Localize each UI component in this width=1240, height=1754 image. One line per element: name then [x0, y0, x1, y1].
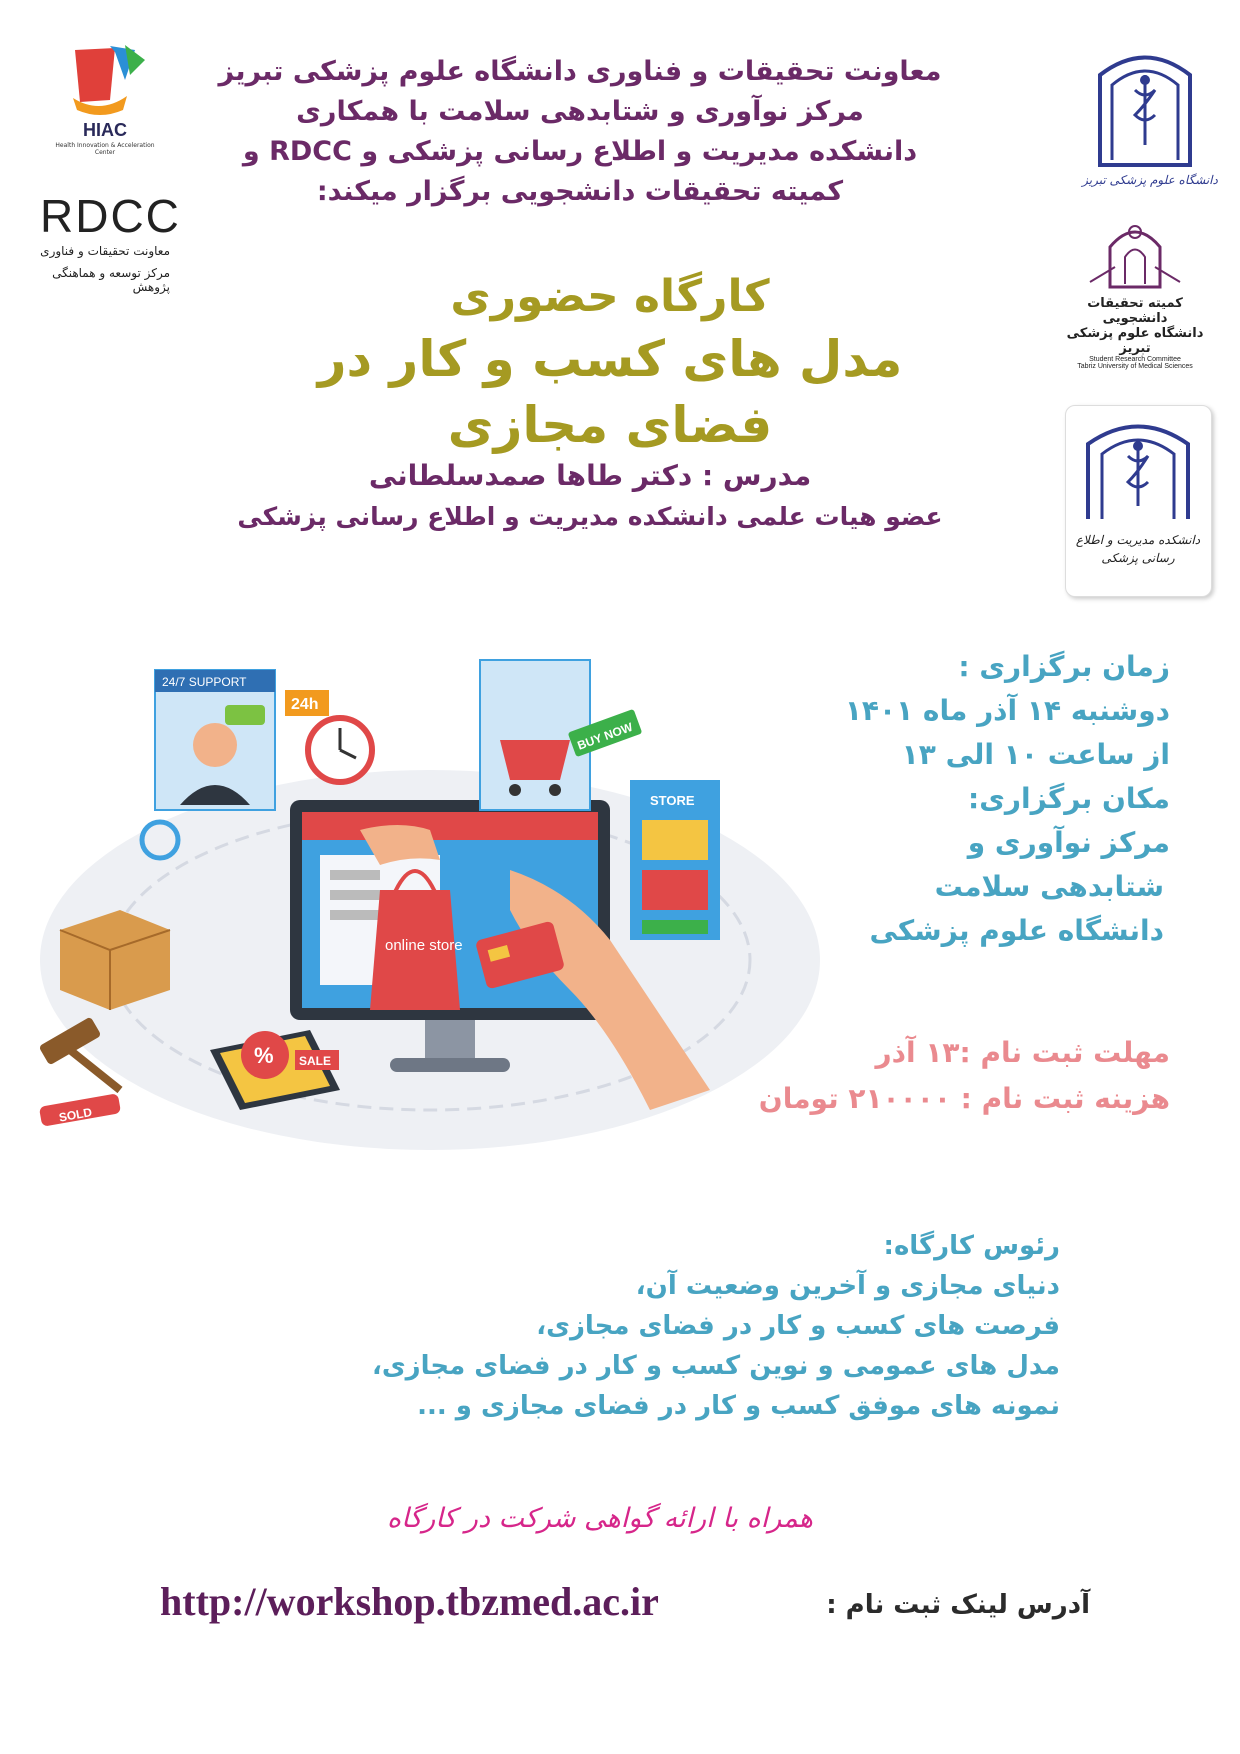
sold-label: SOLD [57, 1105, 94, 1125]
event-date: دوشنبه ۱۴ آذر ماه ۱۴۰۱ [844, 694, 1170, 727]
tbzmed-caption: دانشگاه علوم پزشکی تبریز [1082, 173, 1218, 187]
topic-item: فرصت های کسب و کار در فضای مجازی، [536, 1311, 1060, 1341]
organizer-header [160, 52, 1000, 212]
instructor-name: مدرس : دکتر طاها صمدسلطانی [368, 459, 812, 492]
registration-link-row [150, 1578, 1090, 1638]
title-line-1: کارگاه حضوری [450, 271, 770, 322]
hiac-logo [55, 40, 155, 160]
hiac-caption: Health Innovation & Acceleration Center [55, 142, 155, 156]
src-caption-en-2: Tabriz University of Medical Sciences [1077, 363, 1193, 370]
rdcc-caption-1: معاونت تحقیقات و فناوری [40, 244, 170, 258]
place-line-3: دانشگاه علوم پزشکی [869, 914, 1164, 947]
topics-heading: رئوس کارگاه: [883, 1231, 1060, 1261]
support-agent-icon [155, 670, 275, 810]
registration-link-label: آدرس لینک ثبت نام : [826, 1590, 1090, 1620]
topic-item: دنیای مجازی و آخرین وضعیت آن، [635, 1271, 1060, 1301]
header-line-1: معاونت تحقیقات و فناوری دانشگاه علوم پزشکی تبریز [218, 56, 942, 87]
event-info [730, 645, 1170, 953]
clock-24h-label: 24h [291, 696, 319, 713]
event-hours: از ساعت ۱۰ الی ۱۳ [901, 738, 1170, 771]
faculty-emblem-icon [1078, 414, 1198, 524]
hiac-name: HIAC [83, 120, 127, 140]
topic-item: مدل های عمومی و نوین کسب و کار در فضای مجازی، [371, 1351, 1060, 1381]
src-caption-fa-2: دانشگاه علوم پزشکی تبریز [1066, 326, 1204, 356]
workshop-title [260, 268, 960, 458]
time-label: زمان برگزاری : [958, 650, 1170, 683]
buy-now-label: BUY NOW [575, 719, 635, 753]
place-line-1: مرکز نوآوری و [967, 826, 1170, 859]
bag-label: online store [385, 937, 463, 954]
workshop-topics [280, 1226, 1060, 1426]
percent-label: % [254, 1043, 274, 1068]
header-line-4: کمیته تحقیقات دانشجویی برگزار میکند: [316, 176, 844, 207]
src-logo [1055, 212, 1215, 370]
rdcc-logo [40, 190, 181, 310]
instructor-position: عضو هیات علمی دانشکده مدیریت و اطلاع رسانی پزشکی [237, 502, 943, 531]
rdcc-caption-2: مرکز توسعه و هماهنگی پژوهش [52, 266, 170, 294]
registration-info [690, 1030, 1170, 1122]
support-label: 24/7 SUPPORT [162, 675, 247, 689]
registration-deadline: مهلت ثبت نام :۱۳ آذر [875, 1036, 1170, 1069]
registration-fee: هزینه ثبت نام : ۲۱۰۰۰۰ تومان [758, 1082, 1170, 1115]
store-label: STORE [650, 793, 695, 808]
title-line-2: مدل های کسب و کار در فضای مجازی [317, 330, 903, 454]
instructor-block [180, 455, 1000, 537]
university-emblem-icon [1090, 45, 1200, 175]
ecommerce-illustration [10, 630, 820, 1210]
hiac-sail-icon [55, 40, 155, 130]
faculty-caption: دانشکده مدیریت و اطلاع رسانی پزشکی [1075, 533, 1201, 565]
student-research-emblem-icon [1055, 212, 1215, 292]
place-line-2: شتابدهی سلامت [934, 870, 1164, 903]
rdcc-name: RDCC [40, 190, 181, 242]
sale-label: SALE [299, 1054, 332, 1068]
src-caption-en-1: Student Research Committee [1089, 356, 1181, 363]
header-line-3: دانشکده مدیریت و اطلاع رسانی پزشکی و RDCC و [242, 136, 918, 167]
place-label: مکان برگزاری: [968, 782, 1170, 815]
header-line-2: مرکز نوآوری و شتابدهی سلامت با همکاری [296, 96, 864, 127]
certificate-note: همراه با ارائه گواهی شرکت در کارگاه [386, 1503, 813, 1534]
registration-link[interactable]: http://workshop.tbzmed.ac.ir [160, 1579, 659, 1624]
topic-item: نمونه های موفق کسب و کار در فضای مجازی و ... [417, 1391, 1060, 1421]
src-caption-fa-1: کمیته تحقیقات دانشجویی [1087, 296, 1183, 326]
faculty-logo [1065, 405, 1212, 597]
tbzmed-logo [1082, 45, 1218, 195]
